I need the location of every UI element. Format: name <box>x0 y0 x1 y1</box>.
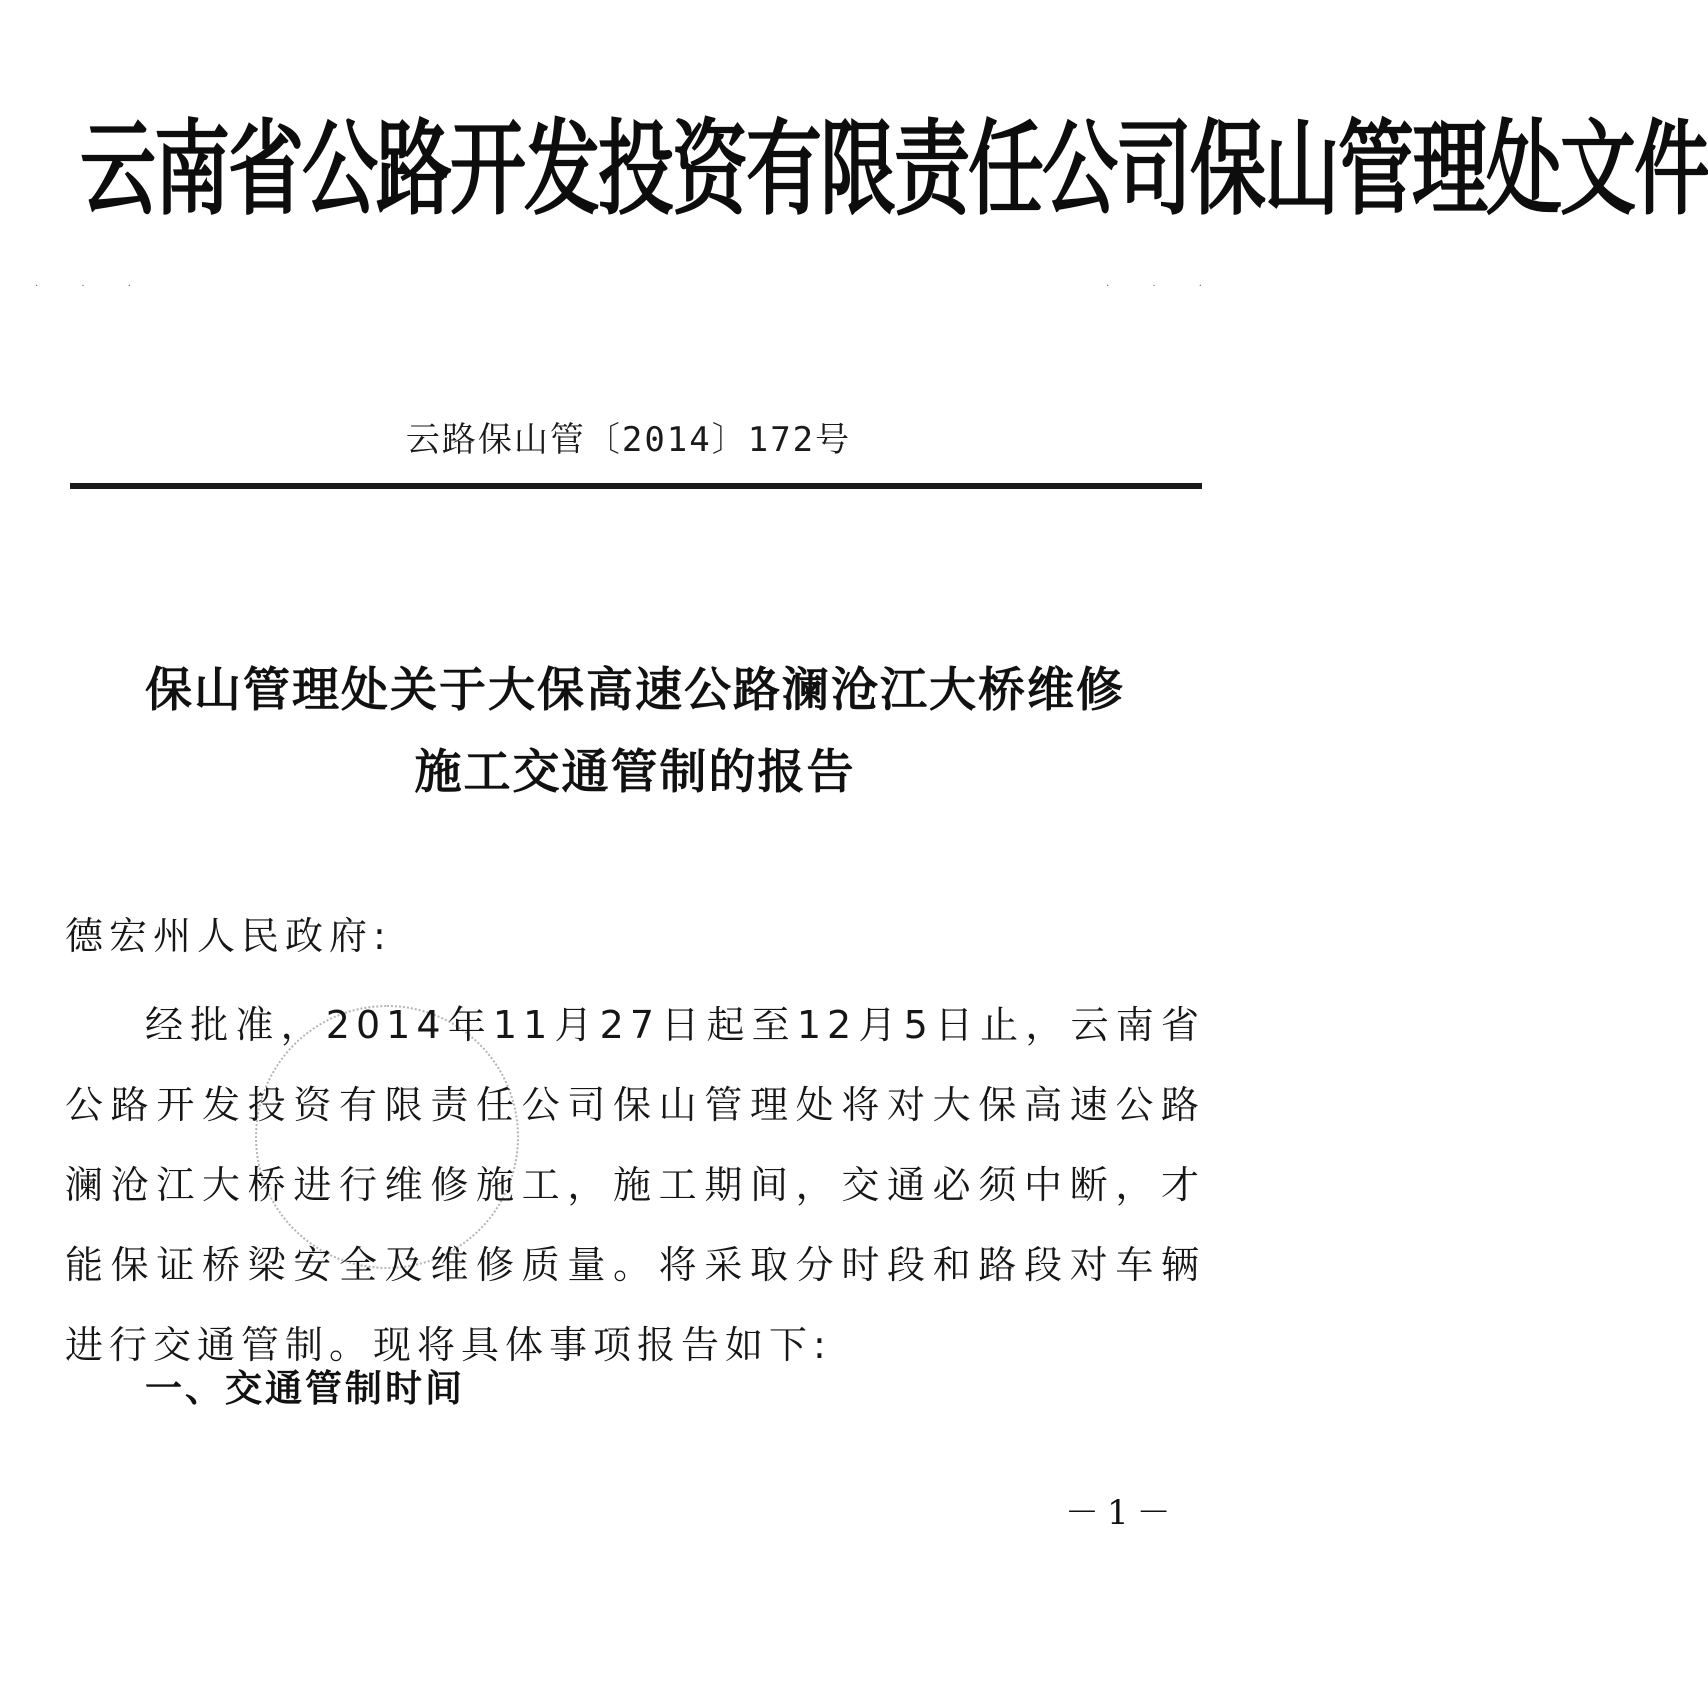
header-rule <box>70 483 1202 489</box>
decorative-dots-left: · · · <box>35 281 151 292</box>
decorative-dots-right: · · · <box>1106 281 1222 292</box>
title-line-1: 保山管理处关于大保高速公路澜沧江大桥维修 <box>145 663 1125 718</box>
document-masthead: 云南省公路开发投资有限责任公司保山管理处文件 <box>80 108 1708 229</box>
page-number: －1－ <box>1065 1493 1179 1533</box>
title-line-2: 施工交通管制的报告 <box>414 745 856 800</box>
section-heading: 一、交通管制时间 <box>145 1367 465 1410</box>
body-paragraph: 经批准，2014年11月27日起至12月5日止，云南省公路开发投资有限责任公司保山管理处将对大保高速公路澜沧江大桥进行维修施工，施工期间，交通必须中断，才能保证桥梁安全及维修质量。将采取分时段和路段对车辆进行交通管制。现将具体事项报告如下: <box>65 1003 1205 1367</box>
document-title <box>60 650 1210 814</box>
document-number: 云路保山管〔2014〕172号 <box>405 420 852 460</box>
salutation: 德宏州人民政府: <box>65 914 392 958</box>
